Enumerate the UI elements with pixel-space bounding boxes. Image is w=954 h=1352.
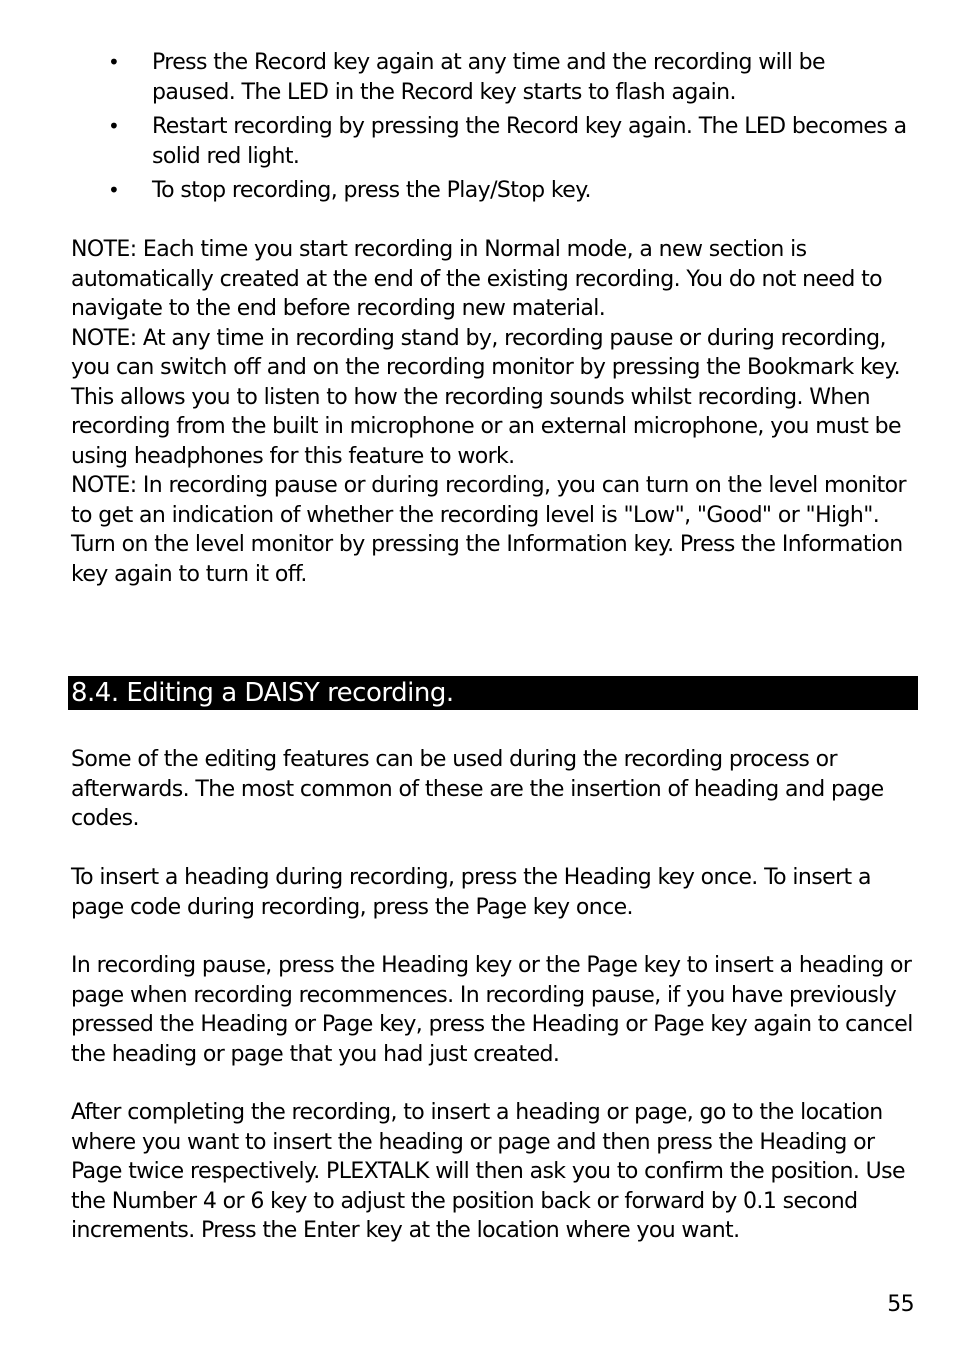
recording-steps-list bbox=[108, 48, 908, 211]
body-paragraph: Some of the editing features can be used during the recording process or afterwards. The most common of these are the insertion of heading and page codes. bbox=[71, 747, 884, 831]
note-paragraph: NOTE: At any time in recording stand by, recording pause or during recording, you can switch off and on the recording monitor by pressing the Bookmark key. This allows you to listen to how the recording sounds whilst recording. When recording from the built in microphone or an external microphone, you must be using headphones for this feature to work. bbox=[71, 325, 901, 469]
list-item-text: To stop recording, press the Play/Stop key. bbox=[152, 178, 591, 203]
body-paragraph: After completing the recording, to insert a heading or page, go to the location where you want to insert the heading or page and then press the Heading or Page twice respectively. PLEXTALK will then ask you to confirm the position. Use the Number 4 or 6 key to adjust the position back or forward by 0.1 second increments. Press the Enter key at the location where you want. bbox=[71, 1100, 905, 1243]
note-paragraph: NOTE: Each time you start recording in Normal mode, a new section is automatically created at the end of the existing recording. You do not need to navigate to the end before recording new material. bbox=[71, 237, 882, 321]
page-number: 55 bbox=[887, 1292, 914, 1317]
bullet-icon: • bbox=[108, 114, 120, 138]
bullet-icon: • bbox=[108, 178, 120, 202]
list-item bbox=[108, 112, 908, 171]
list-item bbox=[108, 48, 908, 107]
notes-block bbox=[71, 235, 921, 589]
list-item-text: Press the Record key again at any time and the recording will be paused. The LED in the Record key starts to flash again. bbox=[152, 50, 825, 105]
list-item-text: Restart recording by pressing the Record key again. The LED becomes a solid red light. bbox=[152, 114, 907, 169]
list-item bbox=[108, 176, 908, 206]
body-paragraph: In recording pause, press the Heading key or the Page key to insert a heading or page when recording recommences. In recording pause, if you have previously pressed the Heading or Page key, press the Heading or Page key again to cancel the heading or page that you had just created. bbox=[71, 953, 913, 1067]
body-paragraph: To insert a heading during recording, press the Heading key once. To insert a page code during recording, press the Page key once. bbox=[71, 865, 871, 920]
bullet-icon: • bbox=[108, 50, 120, 74]
note-paragraph: NOTE: In recording pause or during recording, you can turn on the level monitor to get an indication of whether the recording level is "Low", "Good" or "High". Turn on the level monitor by pressing the Information key. Press the Information key again to turn it off. bbox=[71, 473, 906, 587]
section-heading: 8.4. Editing a DAISY recording. bbox=[68, 676, 918, 710]
